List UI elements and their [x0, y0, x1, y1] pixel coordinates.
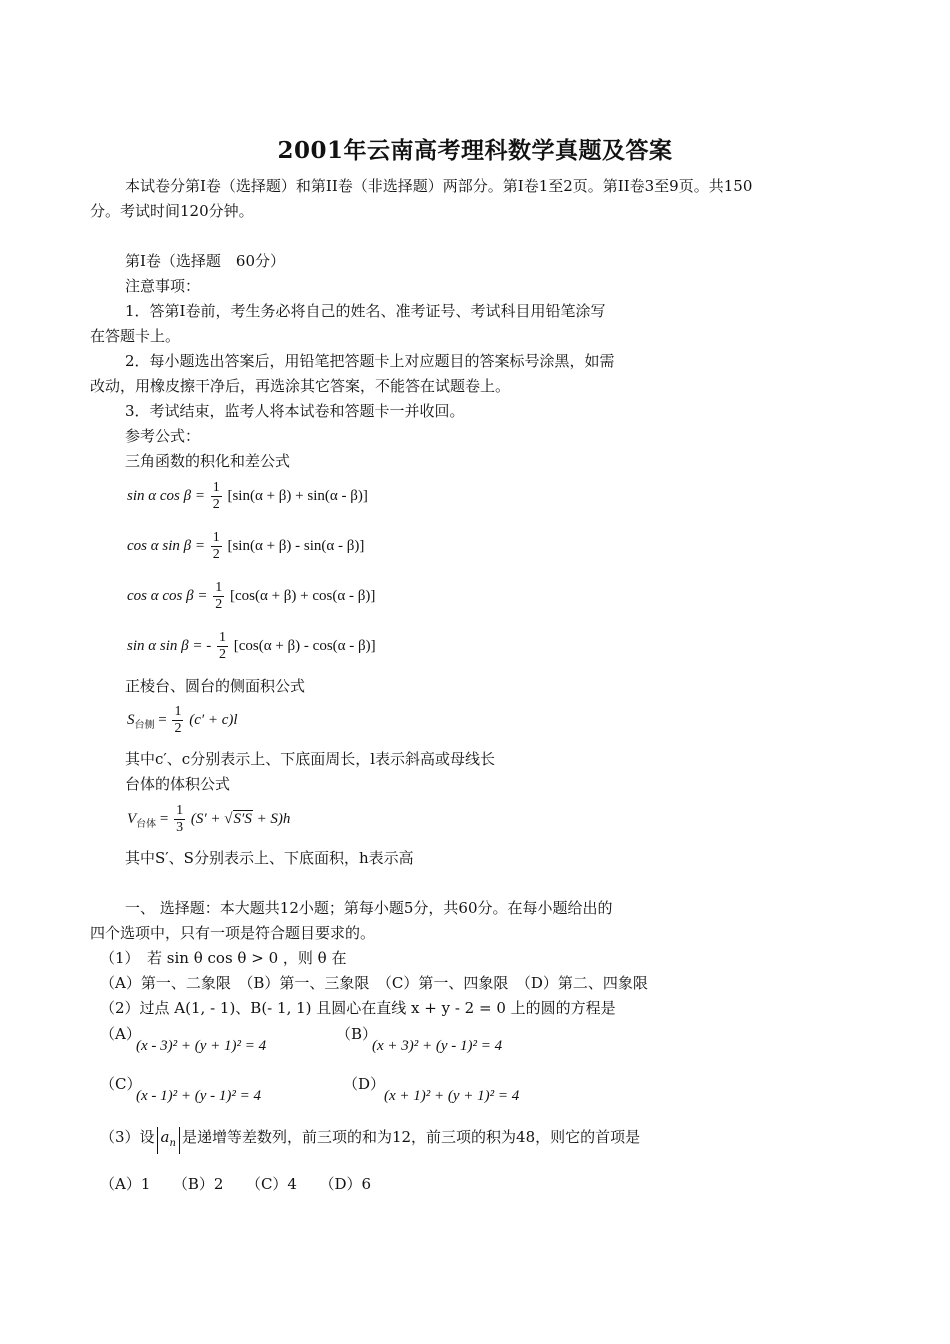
notice-2a: 2．每小题选出答案后，用铅笔把答题卡上对应题目的答案标号涂黑，如需: [125, 352, 615, 370]
fraction: $\frac{1}{2}$: [215, 580, 223, 612]
formula-3: cos α cos β = $\frac{1}{2}$ [cos(α + β) + cos(α - β)]: [127, 580, 376, 612]
page-title: 2001年云南高考理科数学真题及答案: [277, 137, 673, 164]
volume-heading: 台体的体积公式: [125, 775, 231, 793]
q1-stem: （1） 若 sin θ cos θ > 0 ，则 θ 在: [100, 949, 347, 967]
q2-option-a-label: （A）: [100, 1025, 141, 1043]
volume-formula: $V_{台体}$ = $\frac{1}{3}$ (S′ + √S′S + S)h: [127, 803, 291, 835]
section1-heading-b: 四个选项中，只有一项是符合题目要求的。: [90, 924, 376, 942]
formula-1: sin α cos β = $\frac{1}{2}$ [sin(α + β) + sin(α - β)]: [127, 480, 368, 512]
frustum-heading: 正棱台、圆台的侧面积公式: [125, 677, 306, 695]
fraction: $\frac{1}{3}$: [176, 803, 184, 835]
q2-option-c: (x - 1)² + (y - 1)² = 4: [136, 1088, 262, 1104]
notice-3: 3．考试结束，监考人将本试卷和答题卡一并收回。: [125, 402, 465, 420]
fraction: $\frac{1}{2}$: [212, 480, 220, 512]
part1-heading: 第Ⅰ卷（选择题 60分）: [125, 252, 286, 270]
lateral-area-formula: $S_{台侧}$ = $\frac{1}{2}$ (c′ + c)l: [127, 704, 238, 736]
formula-4: sin α sin β = - $\frac{1}{2}$ [cos(α + β) - cos(α - β)]: [127, 630, 376, 662]
fraction: $\frac{1}{2}$: [218, 630, 226, 662]
q3-stem: （3）设 $a_n$ 是递增等差数列，前三项的和为12，前三项的积为48，则它的首项是: [100, 1127, 640, 1154]
q2-option-c-label: （C）: [100, 1075, 142, 1093]
q2-stem: （2）过点 A(1, - 1)、B(- 1, 1) 且圆心在直线 x + y - 2 = 0 上的圆的方程是: [100, 999, 616, 1017]
lateral-area-explain: 其中c′、c分别表示上、下底面周长，l表示斜高或母线长: [125, 750, 496, 768]
section1-heading-a: 一、 选择题：本大题共12小题；第每小题5分，共60分。在每小题给出的: [125, 899, 613, 917]
volume-explain: 其中S′、S分别表示上、下底面积，h表示高: [125, 849, 414, 867]
notice-1a: 1．答第Ⅰ卷前，考生务必将自己的姓名、准考证号、考试科目用铅笔涂写: [125, 302, 606, 320]
trig-heading: 三角函数的积化和差公式: [125, 452, 291, 470]
fraction: $\frac{1}{2}$: [212, 530, 220, 562]
intro-line-2: 分。考试时间120分钟。: [90, 202, 254, 220]
fraction: $\frac{1}{2}$: [174, 704, 182, 736]
notice-heading: 注意事项：: [125, 277, 201, 295]
notice-2b: 改动，用橡皮擦干净后，再选涂其它答案，不能答在试题卷上。: [90, 377, 511, 395]
notice-1b: 在答题卡上。: [90, 327, 181, 345]
q2-option-b-label: （B）: [336, 1025, 378, 1043]
q1-options: （A）第一、二象限 （B）第一、三象限 （C）第一、四象限 （D）第二、四象限: [100, 974, 648, 992]
q2-option-b: (x + 3)² + (y - 1)² = 4: [372, 1038, 503, 1054]
q2-option-a: (x - 3)² + (y + 1)² = 4: [136, 1038, 267, 1054]
q3-options: （A）1 （B）2 （C）4 （D）6: [100, 1175, 372, 1193]
formula-2: cos α sin β = $\frac{1}{2}$ [sin(α + β) - sin(α - β)]: [127, 530, 365, 562]
q2-option-d-label: （D）: [343, 1075, 386, 1093]
sequence-symbol: $a_n$: [157, 1127, 180, 1154]
intro-line-1: 本试卷分第Ⅰ卷（选择题）和第II卷（非选择题）两部分。第Ⅰ卷1至2页。第II卷3至9页。共150: [125, 177, 753, 195]
reference-heading: 参考公式：: [125, 427, 201, 445]
q2-option-d: (x + 1)² + (y + 1)² = 4: [384, 1088, 520, 1104]
